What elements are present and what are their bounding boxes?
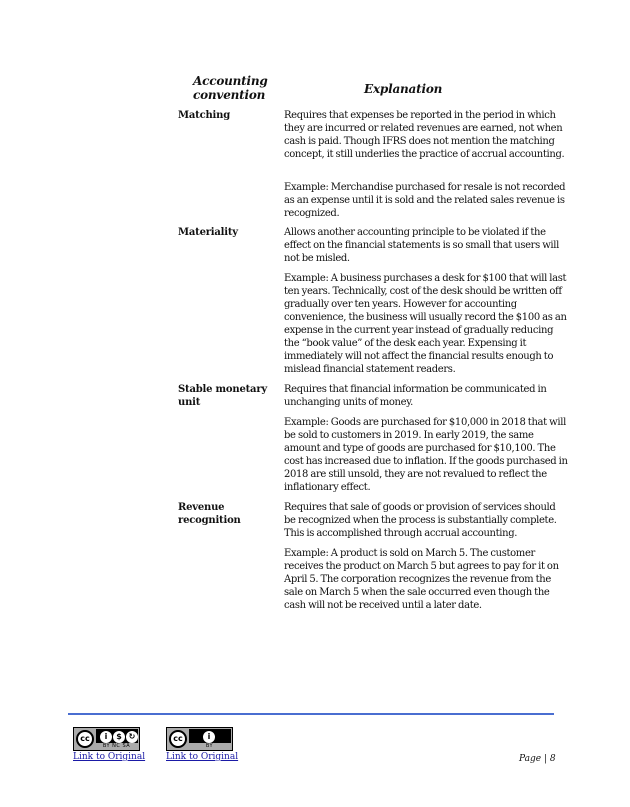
term-matching: Matching: [178, 110, 230, 121]
term-stable-monetary-unit: Stable monetary unit: [178, 384, 268, 408]
license1-link[interactable]: Link to Original: [73, 752, 146, 762]
page-number: Page | 8: [519, 754, 556, 764]
example-matching: Example: Merchandise purchased for resale is not recorded as an expense until it is sold and the related sales revenue is recognized.: [284, 182, 566, 219]
license1-badge-label: BY NC SA: [102, 743, 131, 749]
example-materiality: Example: A business purchases a desk for $100 that will last ten years. Technically, cost of the desk should be written off gradually over ten years. However for accounting convenience, the business will usually record the $100 as an expense in the current year instead of gradually reducing the “book value” of the desk each year. Expensing it immediately will not affect the financial results enough to mislead financial statement readers.: [284, 273, 567, 375]
noncommercial-icon: $: [113, 731, 125, 743]
header-explanation: Explanation: [364, 82, 443, 96]
cc-by-badge: [166, 727, 233, 751]
header-accounting-convention: Accounting convention: [193, 74, 268, 102]
definition-materiality: Allows another accounting principle to be violated if the effect on the financial statements is so small that users will not be misled.: [284, 227, 559, 264]
attribution-icon: i: [203, 731, 215, 743]
footer-divider: [68, 713, 554, 715]
definition-revenue-recognition: Requires that sale of goods or provision of services should be recognized when the process is substantially complete. This is accomplished through accrual accounting.: [284, 502, 557, 539]
definition-matching: Requires that expenses be reported in the period in which they are incurred or related revenues are earned, not when cash is paid. Though IFRS does not mention the matching concept, it still underlies the practice of accrual accounting.: [284, 110, 565, 160]
term-materiality: Materiality: [178, 227, 238, 238]
definition-stable-monetary-unit: Requires that financial information be communicated in unchanging units of money.: [284, 384, 547, 408]
license2-link[interactable]: Link to Original: [166, 752, 239, 762]
cc-icon: cc: [169, 730, 187, 748]
term-revenue-recognition: Revenue recognition: [178, 502, 241, 526]
cc-by-nc-sa-badge: [73, 727, 140, 751]
sharealike-icon: ↻: [126, 731, 138, 743]
example-stable-monetary-unit: Example: Goods are purchased for $10,000 in 2018 that will be sold to customers in 2019. In early 2019, the same amount and type of goods are purchased for $10,100. The cost has increased due to inflation. If the goods purchased in 2018 are still unsold, they are not revalued to reflect the inflationary effect.: [284, 417, 568, 493]
cc-icon: cc: [76, 730, 94, 748]
license2-badge-label: BY: [205, 743, 214, 749]
example-revenue-recognition: Example: A product is sold on March 5. The customer receives the product on March 5 but agrees to pay for it on April 5. The corporation recognizes the revenue from the sale on March 5 when the sale occurred even though the cash will not be received until a later date.: [284, 548, 559, 611]
attribution-icon: i: [100, 731, 112, 743]
